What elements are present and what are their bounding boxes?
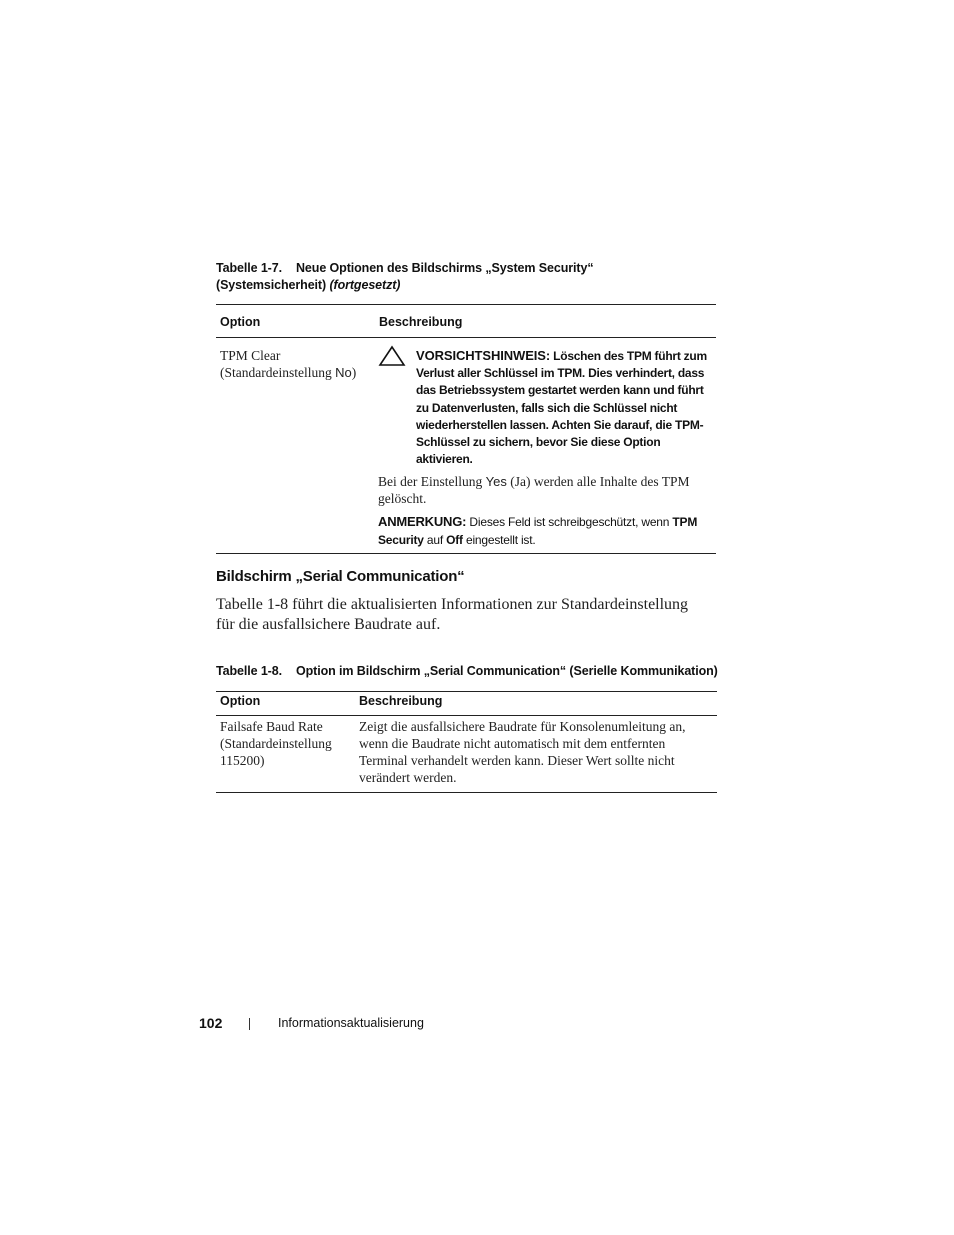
description-paragraph [378, 473, 713, 507]
description-yes: Yes [485, 474, 507, 489]
caption-number: Tabelle 1-7. [216, 261, 282, 275]
footer-separator [249, 1018, 250, 1030]
option-default-suffix: ) [351, 365, 357, 380]
caution-label: VORSICHTSHINWEIS: [416, 348, 551, 363]
option-default-prefix: (Standardeinstellung [220, 365, 336, 380]
caution-notice [416, 347, 716, 468]
option-cell [220, 347, 370, 381]
table-bottom-rule [216, 553, 716, 554]
caption-title: Option im Bildschirm „Serial Communication“ (Serielle Kommunikation) [296, 664, 718, 678]
note-text-3: eingestellt ist. [462, 532, 536, 547]
option-default [220, 364, 370, 381]
table-bottom-rule [216, 792, 717, 793]
page-number: 102 [199, 1015, 223, 1031]
column-header-description: Beschreibung [379, 315, 463, 329]
description-prefix: Bei der Einstellung [378, 474, 486, 489]
column-header-option: Option [220, 694, 261, 708]
note-tpm-security: TPM Security [378, 515, 698, 547]
column-header-option: Option [220, 315, 261, 329]
table-top-rule [216, 304, 716, 305]
note-text-2: auf [423, 532, 447, 547]
table-top-rule [216, 691, 717, 692]
caution-triangle-icon [378, 345, 406, 367]
table-header-rule [216, 715, 717, 716]
note-label: ANMERKUNG: [378, 514, 467, 529]
table-1-7-caption [216, 260, 593, 294]
description-suffix: (Ja) werden alle Inhalte des TPM gelöscht. [378, 474, 690, 506]
note-off: Off [446, 532, 463, 547]
description-cell: Zeigt die ausfallsichere Baudrate für Konsolenumleitung an, wenn die Baudrate nicht automatisch mit dem entfernten Terminal verhandelt werden kann. Dieser Wert sollte nicht verändert werden. [359, 719, 686, 785]
option-cell: Failsafe Baud Rate (Standardeinstellung 115200) [220, 719, 332, 768]
note-text-1: Dieses Feld ist schreibgeschützt, wenn [466, 515, 673, 529]
caption-title-line2: (Systemsicherheit) [216, 278, 327, 292]
option-name: TPM Clear [220, 348, 281, 363]
table-header-rule [216, 337, 716, 338]
column-header-description: Beschreibung [359, 694, 443, 708]
option-default-value: No [335, 365, 352, 380]
footer-section-title: Informationsaktualisierung [278, 1016, 424, 1030]
caution-body: Löschen des TPM führt zum Verlust aller Schlüssel im TPM. Dies verhindert, dass das Betriebssystem gestartet werden kann und führt zu Datenverlusten, falls sich die Schlüssel nicht wiederherstellen lassen. Achten Sie darauf, die TPM-Schlüssel zu sichern, bevor Sie diese Option aktivieren. [416, 349, 707, 467]
section-body: Tabelle 1-8 führt die aktualisierten Informationen zur Standardeinstellung für die ausfallsichere Baudrate auf. [216, 596, 689, 633]
note [378, 513, 718, 549]
caption-continued: (fortgesetzt) [329, 278, 401, 292]
table-1-8-caption [216, 663, 718, 680]
caption-number: Tabelle 1-8. [216, 664, 282, 678]
caption-title-line1: Neue Optionen des Bildschirms „System Security“ [296, 261, 594, 275]
section-heading: Bildschirm „Serial Communication“ [216, 568, 465, 585]
